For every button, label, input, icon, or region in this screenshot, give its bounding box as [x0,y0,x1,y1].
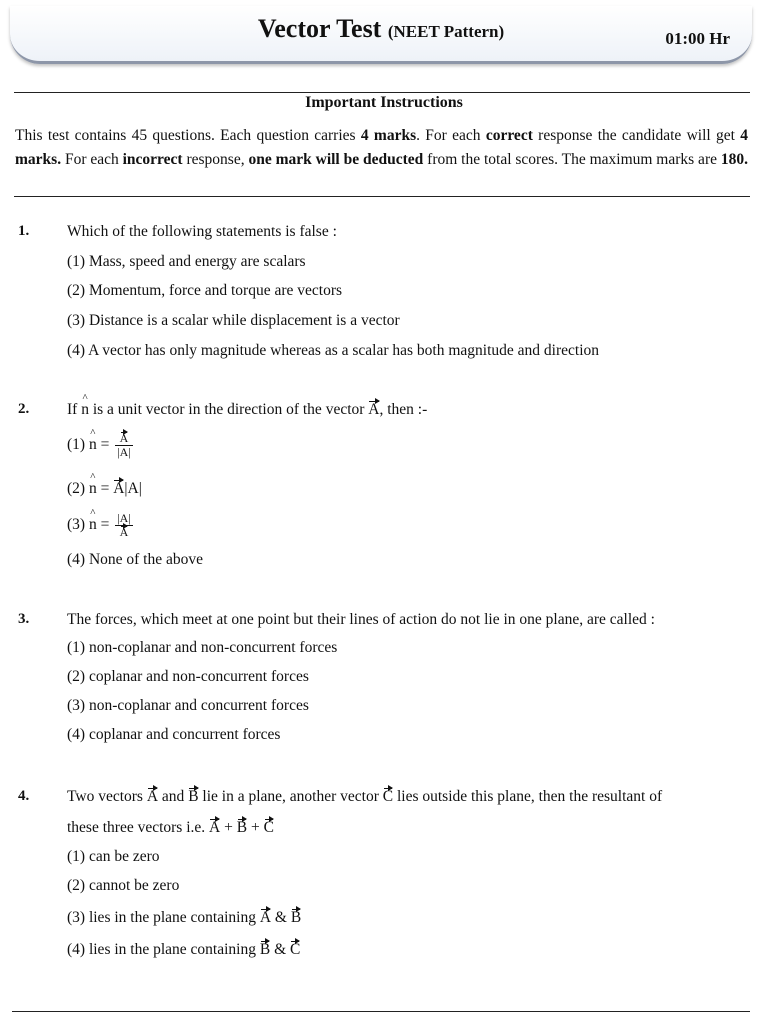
option [67,941,300,959]
equals-sign: = [96,436,114,454]
title-subtitle: (NEET Pattern) [387,22,505,41]
question-number: 3. [18,611,30,627]
plus-sign: + [247,819,264,836]
instr-text: . For each [416,127,486,144]
option: (1) non-coplanar and non-concurrent forces [67,639,338,656]
unit-vector-symbol: ^ n [81,401,89,419]
option: (4) coplanar and concurrent forces [67,726,281,743]
magnitude-text: |A| [124,480,142,497]
option [67,432,133,459]
question-number: 4. [18,788,30,804]
option: (2) cannot be zero [67,877,180,894]
vector-symbol: B [236,819,248,836]
question-stem [67,401,427,419]
instr-bold: 180. [720,151,748,168]
option-text: (3) lies in the plane containing [67,909,260,926]
vector-symbol: A [259,909,272,926]
header-banner [10,6,752,64]
instr-text: response, [182,151,249,168]
divider-top [14,92,750,93]
vector-symbol: B [188,788,199,805]
vector-symbol: B [259,941,271,958]
option: (2) Momentum, force and torque are vectors [67,282,343,299]
fraction-numerator: |A| [117,511,131,525]
option: (1) Mass, speed and energy are scalars [67,253,306,270]
question-number: 2. [18,401,30,417]
ampersand: & [271,909,291,926]
option [67,512,133,539]
question-stem-continued [67,819,274,837]
instr-bold: incorrect [122,151,183,168]
stem-text: lie in a plane, another vector [198,788,383,805]
vector-symbol: A [209,819,221,836]
instr-text: from the total scores. The maximum marks are [423,151,721,168]
question-number: 1. [18,223,30,239]
unit-vector-symbol: ^ n [89,436,97,454]
option: (2) coplanar and non-concurrent forces [67,668,309,685]
instr-text: This test contains 45 questions. Each question carries [15,127,361,144]
question-stem [67,788,662,806]
stem-text: , then :- [379,401,428,418]
question-stem: The forces, which meet at one point but their lines of action do not lie in one plane, are called : [67,611,655,628]
option-label: (2) [67,480,89,497]
option [67,480,142,498]
option-label: (3) [67,516,89,534]
option-text: (4) lies in the plane containing [67,941,260,958]
option: (3) Distance is a scalar while displacement is a vector [67,312,400,329]
vector-symbol: A [119,431,129,445]
option: (3) non-coplanar and concurrent forces [67,697,309,714]
option: (4) None of the above [67,551,204,568]
stem-text: Two vectors [67,788,147,805]
option [67,909,301,927]
option-label: (1) [67,436,89,454]
stem-text: and [158,788,189,805]
instr-bold: one mark will be deducted [248,151,424,168]
instr-bold: 4 marks [360,127,417,144]
page-title [10,14,752,44]
timer: 01:00 Hr [665,29,730,48]
equals-sign: = [96,516,114,534]
vector-symbol: C [263,819,274,836]
fraction [115,512,132,539]
vector-symbol: A [368,401,380,418]
ampersand: & [270,941,290,958]
instr-bold: correct [485,127,533,144]
vector-symbol: A [119,525,129,539]
fraction [115,432,132,459]
instructions-heading: Important Instructions [305,94,463,111]
plus-sign: + [220,819,237,836]
fraction-numerator [115,432,132,446]
stem-text: lies outside this plane, then the resultant of [393,788,663,805]
vector-symbol: C [290,941,301,958]
equals-sign: = [96,480,114,497]
fraction-denominator [115,526,132,539]
stem-text: is a unit vector in the direction of the vector [88,401,369,418]
vector-symbol: A [113,480,125,497]
vector-symbol: B [290,909,302,926]
title-text: Vector Test [257,14,382,43]
instr-bold: 4 marks. [15,127,749,168]
stem-text: If [67,401,82,418]
footer-divider [12,1011,750,1012]
instr-text: response the candidate will get [532,127,741,144]
question-stem: Which of the following statements is false : [67,223,337,240]
instr-text: For each [61,151,123,168]
option: (1) can be zero [67,848,160,865]
unit-vector-symbol: ^ n [89,516,97,534]
stem-text: these three vectors i.e. [67,819,210,836]
vector-symbol: A [146,788,159,805]
instructions-text [15,124,748,172]
vector-symbol: C [382,788,394,805]
unit-vector-symbol: ^ n [89,480,97,498]
divider-bottom [14,196,750,197]
fraction-denominator: |A| [117,445,131,459]
option: (4) A vector has only magnitude whereas as a scalar has both magnitude and direction [67,342,600,359]
